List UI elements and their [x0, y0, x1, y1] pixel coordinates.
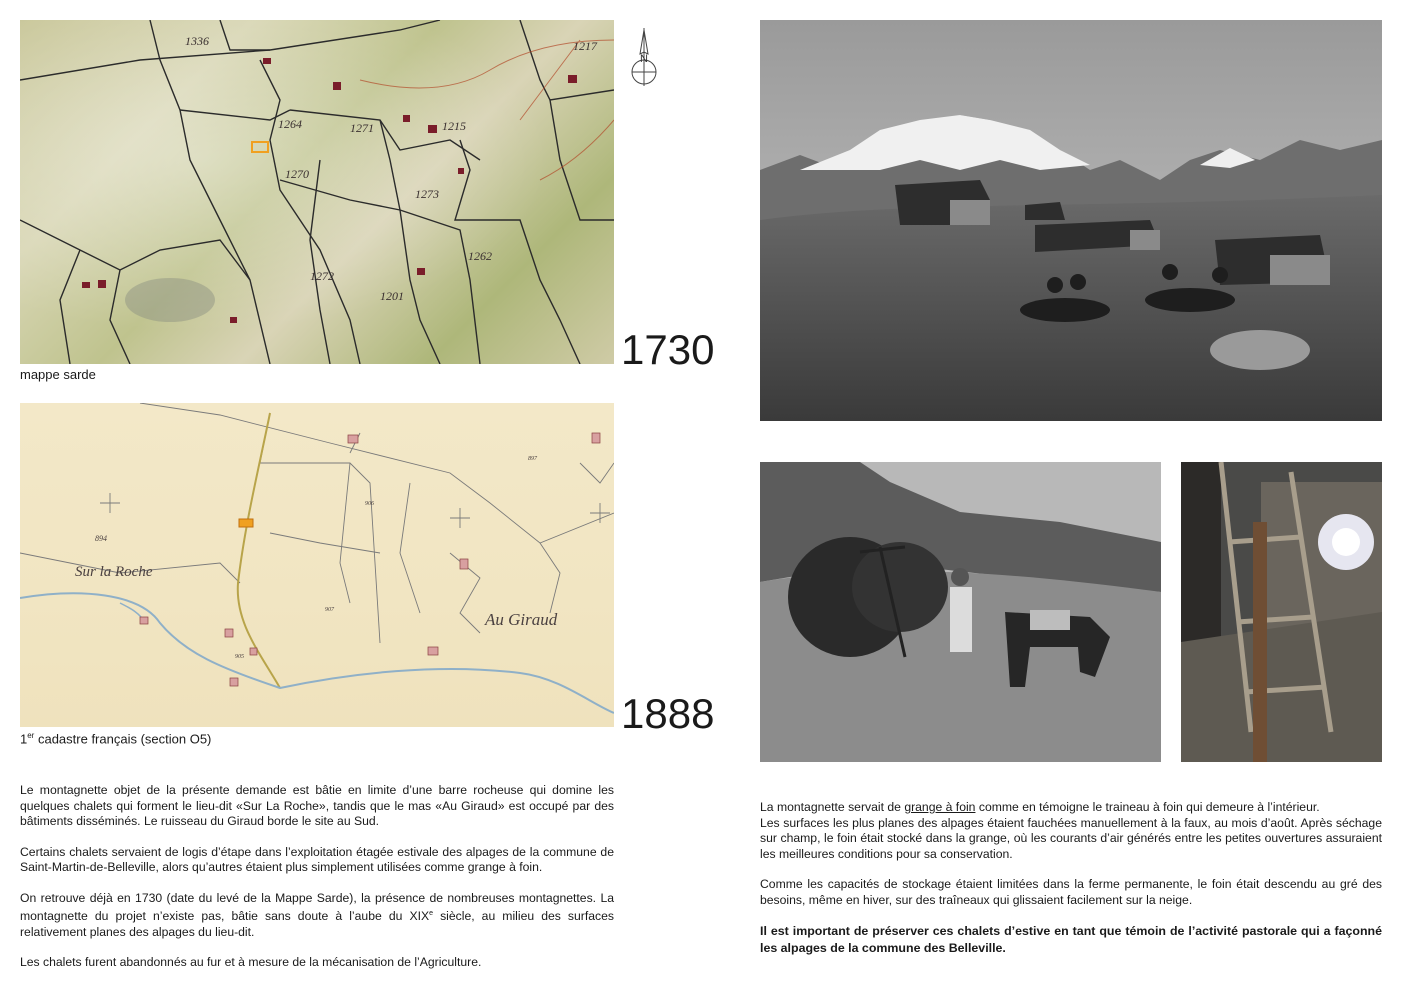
left-paragraph-1: Le montagnette objet de la présente demande est bâtie en limite d’une barre rocheuse qui domine les quelques chalets qui forment le lieu-dit «Sur La Roche», tandis que le mas «Au Giraud» est occupé par des bâtiments disséminés. Le ruisseau du Giraud borde le site au Sud.: [20, 783, 614, 828]
compass-label: N: [640, 53, 648, 65]
left-paragraph-3-b: siècle, au milieu des surfaces relativement planes des alpages du lieu-dit.: [20, 909, 614, 939]
north-arrow-icon: [626, 26, 662, 90]
parcel-1264: 1264: [278, 117, 302, 131]
right-paragraph-1-b: comme en témoigne le traineau à foin qui demeure à l’intérieur.: [975, 800, 1320, 814]
right-paragraph-1-a: La montagnette servait de: [760, 800, 905, 814]
caption-rest: cadastre français (section O5): [34, 731, 212, 747]
map-1730-drawing: [20, 20, 614, 364]
grange-a-foin-link: grange à foin: [904, 800, 976, 814]
photo-barn-interior: [1181, 462, 1382, 762]
map-1888-caption: [20, 731, 211, 746]
map-1888-year: 1888: [621, 690, 715, 737]
map-1888: [20, 403, 614, 727]
caption-prefix: 1: [20, 731, 28, 747]
right-paragraph-2: Comme les capacités de stockage étaient limitées dans la ferme permanente, le foin était descendu au gré des besoins, même en hiver, sur des traîneaux qui glissaient facilement sur la neige.: [760, 877, 1382, 907]
left-text-block: [20, 783, 614, 986]
parcel-907: 907: [325, 607, 334, 613]
parcel-1215: 1215: [442, 119, 466, 133]
right-paragraph-3: Il est important de préserver ces chalets d’estive en tant que témoin de l’activité pastorale qui a façonné les alpages de la commune des Belleville.: [760, 924, 1382, 955]
left-paragraph-3-a: On retrouve déjà en 1730 (date du levé de la Mappe Sarde), la présence de nombreuses montagnettes. La montagnette du projet n’existe pas, bâtie sans doute à l’aube du XIX: [20, 890, 614, 924]
right-text-block: [760, 800, 1382, 972]
parcel-1273: 1273: [415, 187, 439, 201]
left-paragraph-3: [20, 891, 614, 941]
map-1888-drawing: [20, 403, 614, 727]
caption-sup: er: [27, 731, 35, 740]
parcel-1270: 1270: [285, 167, 309, 181]
parcel-1217: 1217: [573, 39, 597, 53]
map-1730: [20, 20, 614, 364]
photo-alpine-chalets: [760, 20, 1382, 421]
parcel-894: 894: [95, 534, 107, 543]
map-1730-year: 1730: [621, 326, 715, 373]
left-paragraph-3-sup: e: [429, 910, 433, 917]
right-paragraph-1: [760, 800, 1382, 862]
parcel-905: 905: [235, 654, 244, 660]
parcel-1272: 1272: [310, 269, 334, 283]
left-paragraph-2: Certains chalets servaient de logis d’étape dans l’exploitation étagée estivale des alpages de la commune de Saint-Martin-de-Belleville, alors qu’autres étaient plus simplement utilisées comme grange à foin.: [20, 844, 614, 874]
parcel-897: 897: [528, 456, 537, 462]
map-1730-caption: mappe sarde: [20, 367, 96, 382]
parcel-1336: 1336: [185, 34, 209, 48]
parcel-906: 906: [365, 501, 374, 507]
parcel-1271: 1271: [350, 121, 374, 135]
parcel-1262: 1262: [468, 249, 492, 263]
place-sur-la-roche: Sur la Roche: [75, 564, 153, 580]
place-au-giraud: Au Giraud: [485, 610, 558, 629]
right-paragraph-1-c: Les surfaces les plus planes des alpages étaient fauchées manuellement à la faux, au mois d’août. Après séchage sur champ, le foin était stocké dans la grange, où les courants d’air générés entre les petites ouvertures assuraient les meilleures conditions pour sa conservation.: [760, 815, 1382, 861]
left-paragraph-4: Les chalets furent abandonnés au fur et à mesure de la mécanisation de l’Agriculture.: [20, 955, 482, 970]
parcel-1201: 1201: [380, 289, 404, 303]
photo-hay-sled-mule: [760, 462, 1161, 762]
